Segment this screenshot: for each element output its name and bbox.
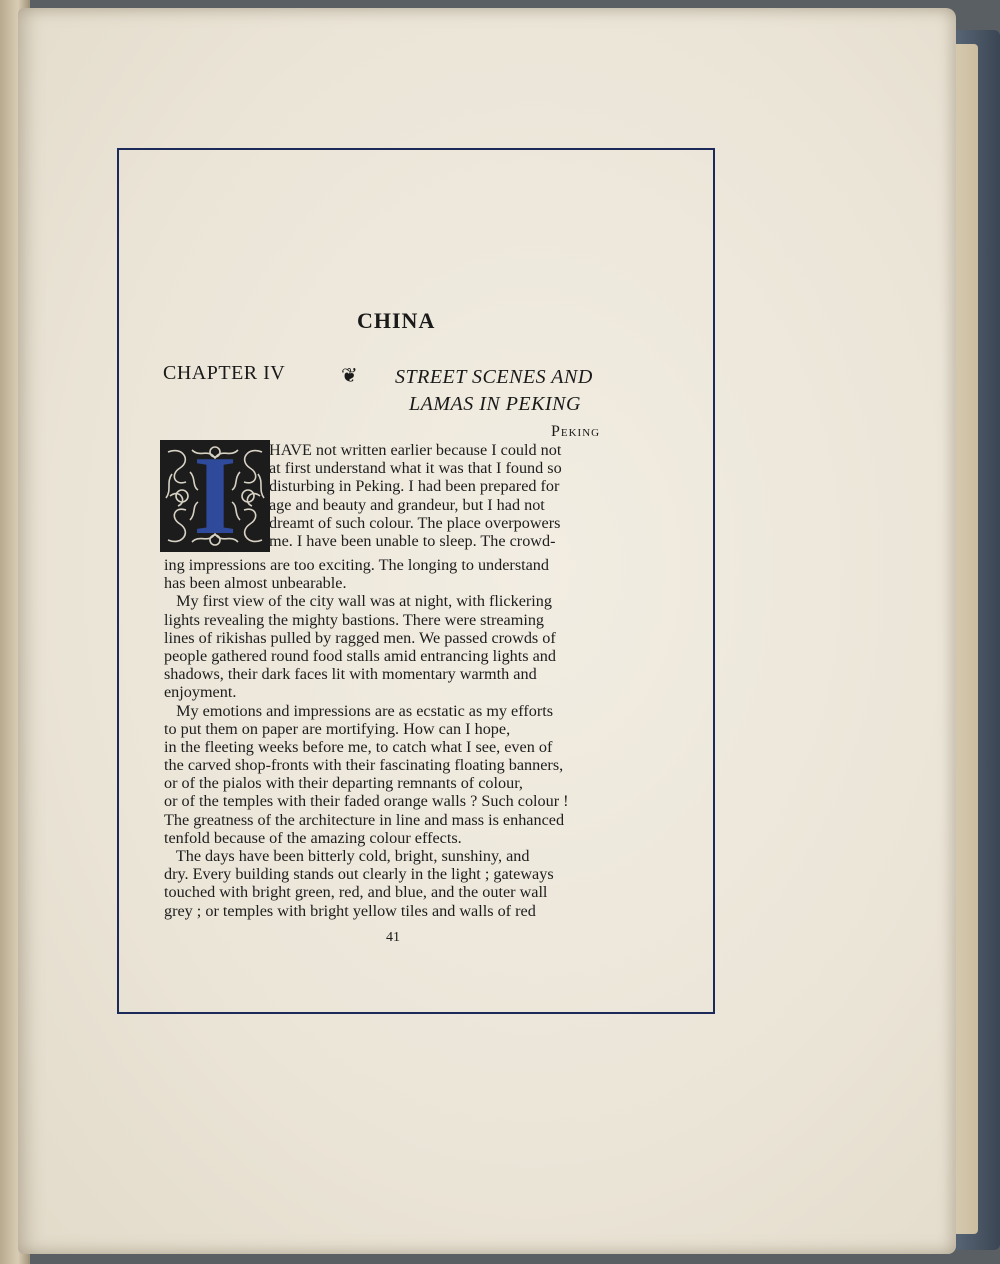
text-line: dry. Every building stands out clearly in the light ; gateways xyxy=(164,865,554,884)
text-line: dreamt of such colour. The place overpowers xyxy=(269,513,561,532)
first-paragraph-beside-initial xyxy=(269,441,627,550)
chapter-title xyxy=(395,364,593,418)
place-heading: Peking xyxy=(551,423,601,440)
text-line: shadows, their dark faces lit with momentary warmth and xyxy=(164,665,537,684)
text-line: disturbing in Peking. I had been prepared for xyxy=(269,477,560,496)
text-line: enjoyment. xyxy=(164,683,237,702)
page-title: CHINA xyxy=(357,308,436,333)
text-line: or of the pialos with their departing remnants of colour, xyxy=(164,774,523,793)
text-line: ing impressions are too exciting. The longing to understand xyxy=(164,556,549,574)
page-number: 41 xyxy=(386,930,400,945)
text-line: grey ; or temples with bright yellow tiles and walls of red xyxy=(164,901,536,920)
chapter-title-line: LAMAS IN PEKING xyxy=(409,393,581,415)
text-line: HAVE not written earlier because I could not xyxy=(269,441,562,459)
text-line: the carved shop-fronts with their fascinating floating banners, xyxy=(164,756,564,775)
body-text xyxy=(164,556,626,920)
text-line: touched with bright green, red, and blue, and the outer wall xyxy=(164,883,548,902)
chapter-number: CHAPTER IV xyxy=(163,362,286,384)
text-line: people gathered round food stalls amid entrancing lights and xyxy=(164,646,556,665)
text-line: The greatness of the architecture in line and mass is enhanced xyxy=(164,810,565,829)
text-line: to put them on paper are mortifying. How can I hope, xyxy=(164,719,511,738)
text-line: tenfold because of the amazing colour effects. xyxy=(164,828,462,847)
text-line: me. I have been unable to sleep. The crowd- xyxy=(269,531,556,550)
text-line: at first understand what it was that I found so xyxy=(269,459,562,478)
text-line: lines of rikishas pulled by ragged men. We passed crowds of xyxy=(164,628,556,647)
text-line: has been almost unbearable. xyxy=(164,574,347,593)
decorated-initial xyxy=(160,440,270,552)
text-line: The days have been bitterly cold, bright, sunshiny, and xyxy=(164,847,530,865)
text-line: lights revealing the mighty bastions. There were streaming xyxy=(164,610,545,629)
chapter-title-line: STREET SCENES AND xyxy=(395,366,593,388)
text-line: My emotions and impressions are as ecstatic as my efforts xyxy=(164,701,554,720)
text-line: age and beauty and grandeur, but I had not xyxy=(269,495,545,514)
ornament-icon: ❦ xyxy=(341,365,358,387)
text-line: My first view of the city wall was at night, with flickering xyxy=(164,592,552,611)
initial-letter: I xyxy=(193,440,237,552)
text-line: in the fleeting weeks before me, to catch what I see, even of xyxy=(164,737,553,756)
text-line: or of the temples with their faded orange walls ? Such colour ! xyxy=(164,792,569,811)
